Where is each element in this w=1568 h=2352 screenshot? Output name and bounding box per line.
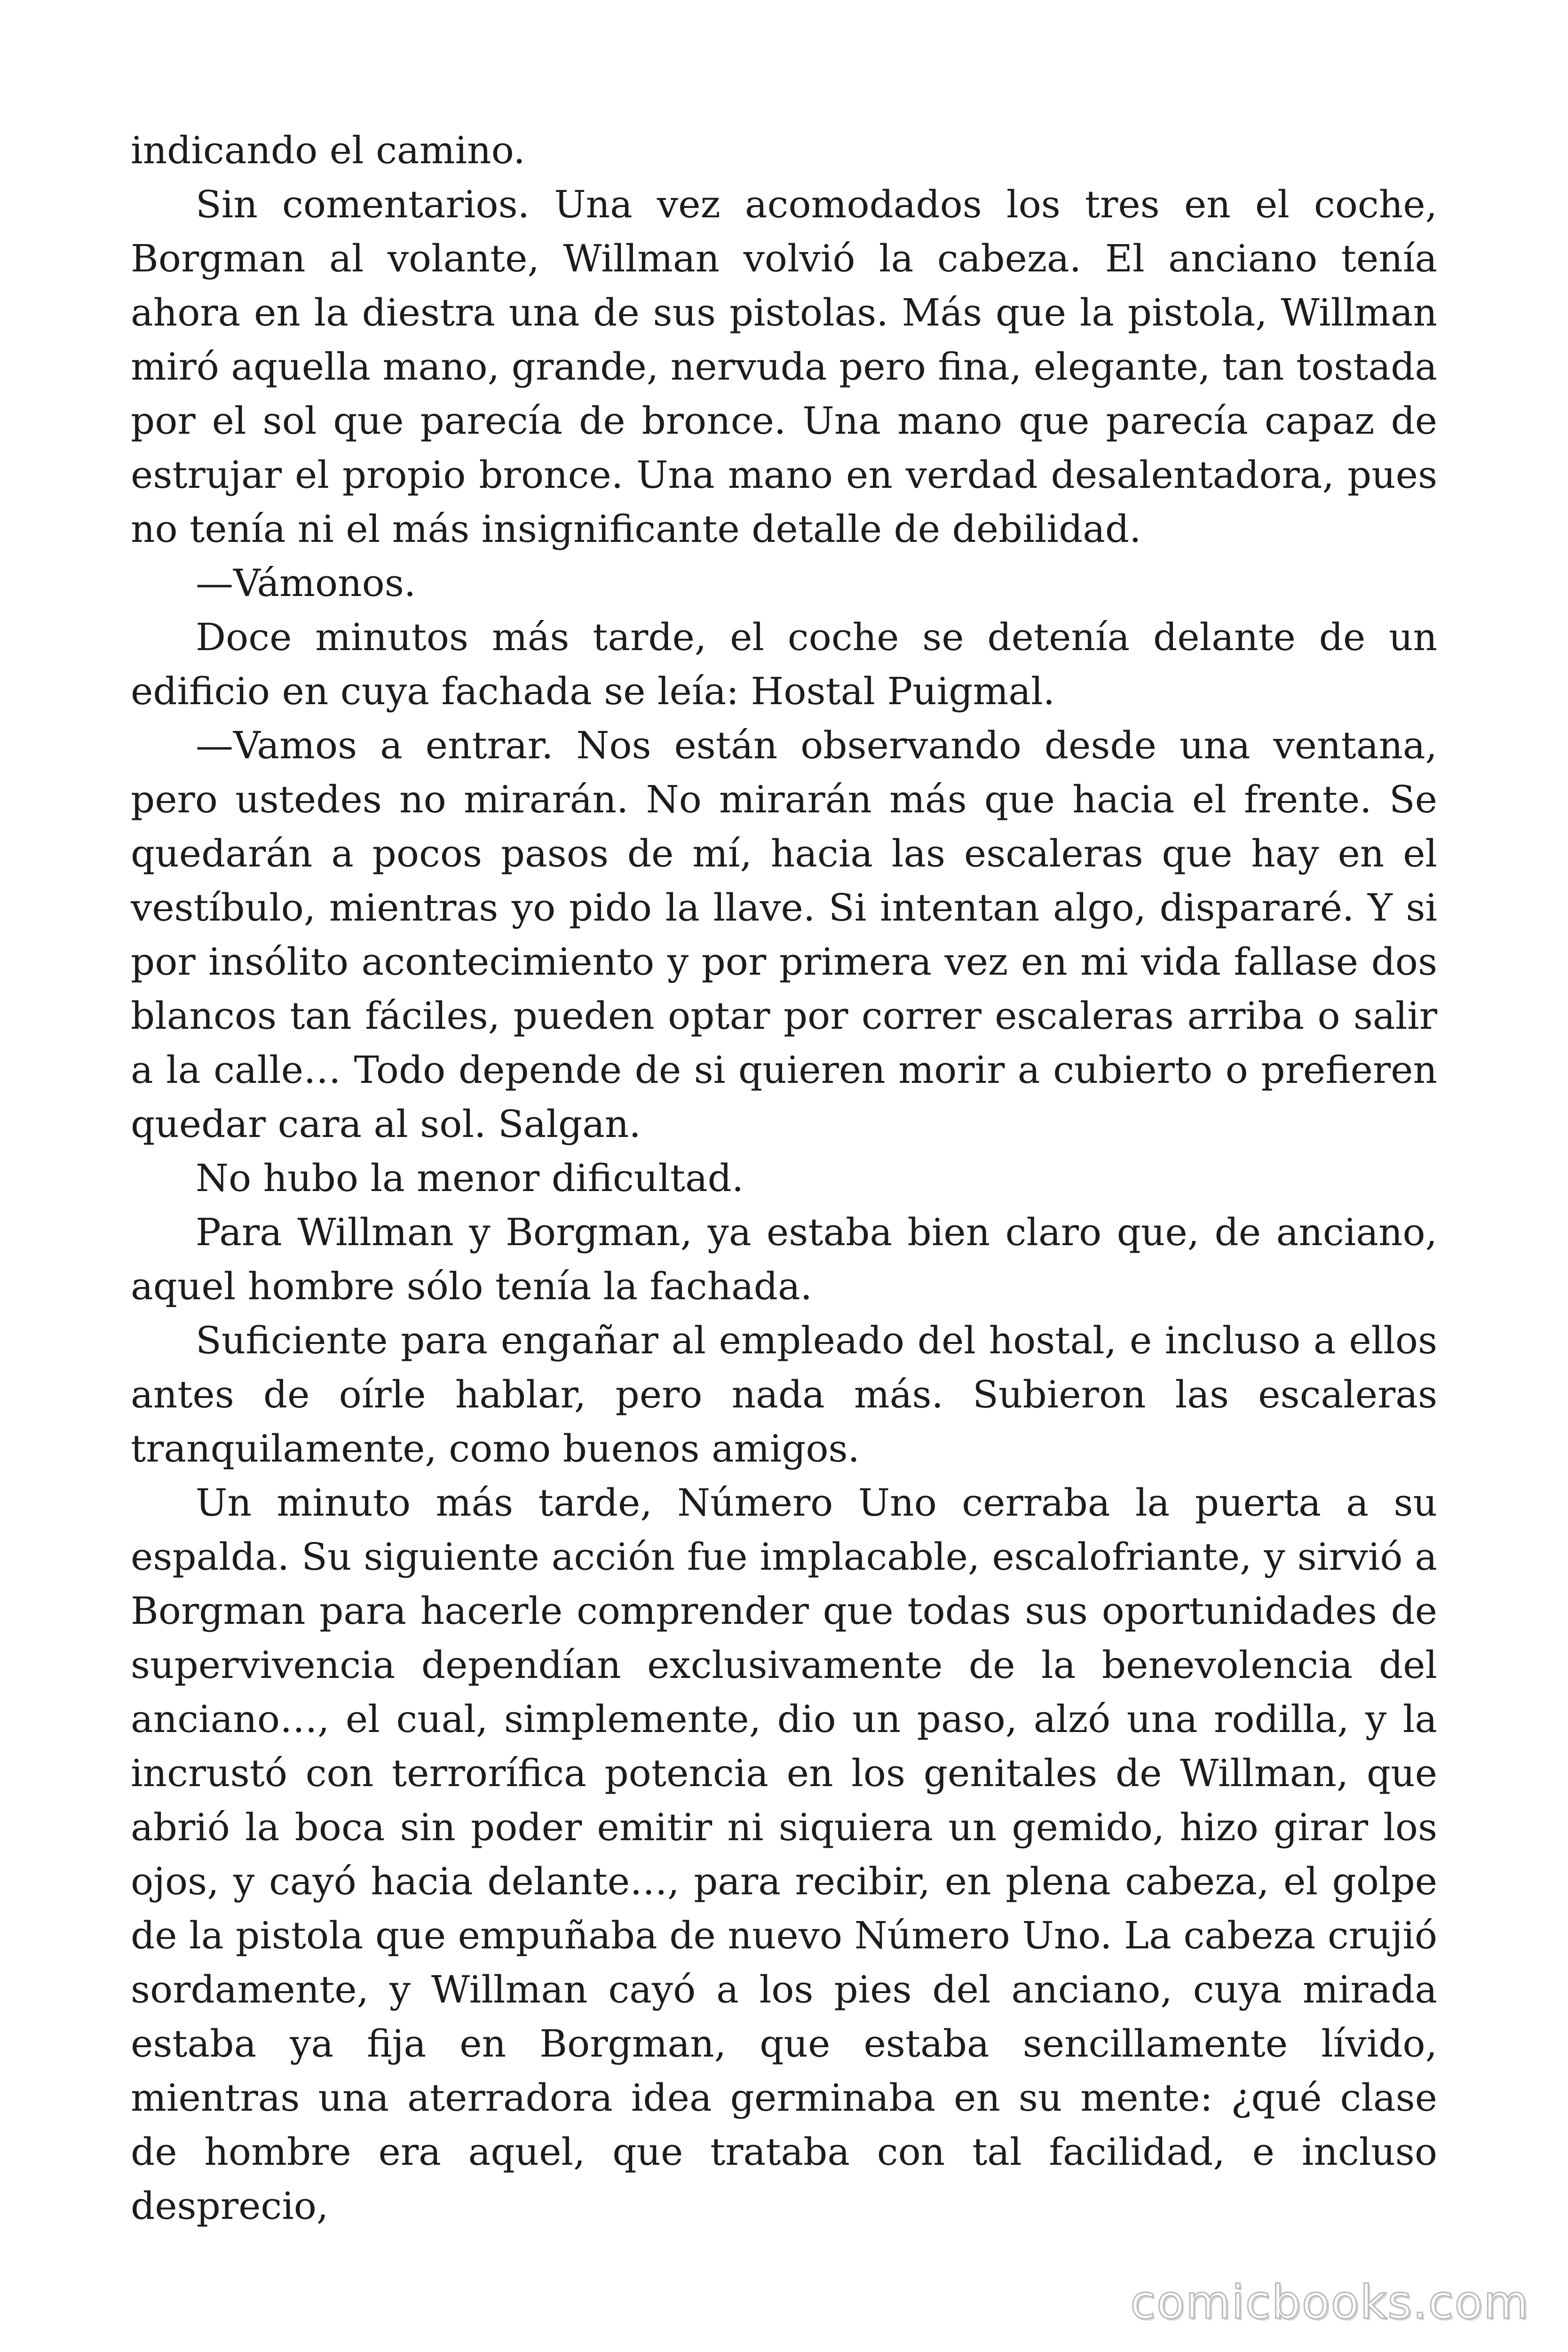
- paragraph-5: —Vamos a entrar. Nos están observando desde una ventana, pero ustedes no mirarán. No mirarán más que hacia el frente. Se quedarán a pocos pasos de mí, hacia las escaleras que hay en el vestíbulo, mientras yo pido la llave. Si intentan algo, dispararé. Y si por insólito acontecimiento y por primera vez en mi vida fallase dos blancos tan fáciles, pueden optar por correr escaleras arriba o salir a la calle… Todo depende de si quieren morir a cubierto o prefieren quedar cara al sol. Salgan.: [131, 723, 1437, 1146]
- watermark: comicbooks.com: [1130, 2276, 1529, 2329]
- paragraph-8: Suficiente para engañar al empleado del hostal, e incluso a ellos antes de oírle hablar, pero nada más. Subieron las escaleras tranquilamente, como buenos amigos.: [131, 1319, 1437, 1470]
- paragraph-6: No hubo la menor dificultad.: [196, 1156, 744, 1200]
- paragraph-7: Para Willman y Borgman, ya estaba bien claro que, de anciano, aquel hombre sólo tenía la fachada.: [131, 1210, 1437, 1308]
- paragraph-9: Un minuto más tarde, Número Uno cerraba la puerta a su espalda. Su siguiente acción fue implacable, escalofriante, y sirvió a Borgman para hacerle comprender que todas sus oportunidades de supervivencia dependían exclusivamente de la benevolencia del anciano…, el cual, simplemente, dio un paso, alzó una rodilla, y la incrustó con terrorífica potencia en los genitales de Willman, que abrió la boca sin poder emitir ni siquiera un gemido, hizo girar los ojos, y cayó hacia delante…, para recibir, en plena cabeza, el golpe de la pistola que empuñaba de nuevo Número Uno. La cabeza crujió sordamente, y Willman cayó a los pies del anciano, cuya mirada estaba ya fija en Borgman, que estaba sencillamente lívido, mientras una aterradora idea germinaba en su mente: ¿qué clase de hombre era aquel, que trataba con tal facilidad, e incluso desprecio,: [131, 1481, 1437, 2228]
- paragraph-2: Sin comentarios. Una vez acomodados los tres en el coche, Borgman al volante, Willman volvió la cabeza. El anciano tenía ahora en la diestra una de sus pistolas. Más que la pistola, Willman miró aquella mano, grande, nervuda pero fina, elegante, tan tostada por el sol que parecía de bronce. Una mano que parecía capaz de estrujar el propio bronce. Una mano en verdad desalentadora, pues no tenía ni el más insignificante detalle de debilidad.: [131, 183, 1437, 551]
- paragraph-1: indicando el camino.: [131, 128, 525, 172]
- paragraph-4: Doce minutos más tarde, el coche se detenía delante de un edificio en cuya fachada se leía: Hostal Puigmal.: [131, 615, 1437, 713]
- paragraph-3: —Vámonos.: [196, 561, 416, 605]
- page-body: [131, 123, 1437, 2233]
